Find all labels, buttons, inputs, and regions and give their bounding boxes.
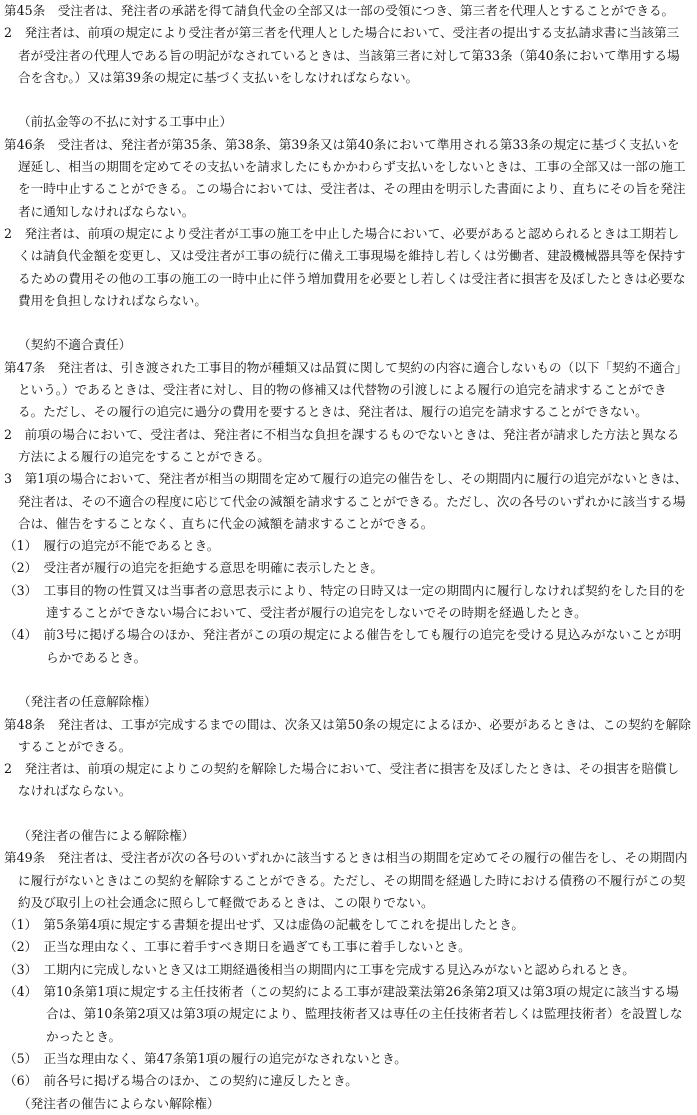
spacer [4, 669, 691, 691]
article-49-item-1: （1） 第5条第4項に規定する書類を提出せず、又は虚偽の記載をしてこれを提出したとき。 [4, 917, 524, 933]
article-47-item-4: （4） 前3号に掲げる場合のほか、発注者がこの項の規定による催告をしても履行の追完を受ける見込みがないことが明らかであるとき。 [4, 627, 682, 665]
article-48: 第48条 発注者は、工事が完成するまでの間は、次条又は第50条の規定によるほか、必要があるときは、この契約を解除することができる。 [4, 716, 691, 754]
heading-article-48: （発注者の任意解除権） [18, 694, 157, 710]
article-45: 第45条 受注者は、発注者の承諾を得て請負代金の全部又は一部の受領につき、第三者を代理人とすることができる。 [4, 3, 675, 18]
article-48-clause-2: 2 発注者は、前項の規定によりこの契約を解除した場合において、受注者に損害を及ぼしたときは、その損害を賠償しなければならない。 [4, 761, 680, 799]
article-49-item-2: （2） 正当な理由なく、工事に着手すべき期日を過ぎても工事に着手しないとき。 [4, 939, 471, 955]
article-46: 第46条 受注者は、発注者が第35条、第38条、第39条又は第40条において準用される第33条の規定に基づく支払いを遅延し、相当の期間を定めてその支払いを請求したにもかかわらず支払いをしないときは、工事の全部又は一部の施工を一時中止することができる。この場合においては、受注者は、その理由を明示した書面により、直ちにその旨を発注者に通知しなければならない。 [4, 136, 686, 219]
article-49-item-4: （4） 第10条第1項に規定する主任技術者（この契約による工事が建設業法第26条第2項又は第3項の規定に該当する場合は、第10条第2項又は第3項の規定により、監理技術者又は専任の主任技術者若しくは監理技術者）を設置しなかったとき。 [4, 984, 683, 1044]
article-47-item-3: （3） 工事目的物の性質又は当事者の意思表示により、特定の日時又は一定の期間内に履行しなければ契約をした目的を達することができない場合において、受注者が履行の追完をしないでその時期を経過したとき。 [4, 582, 686, 621]
heading-article-46: （前払金等の不払に対する工事中止） [18, 114, 233, 130]
article-45-clause-2: 2 発注者は、前項の規定により受注者が第三者を代理人とした場合において、受注者の提出する支払請求書に当該第三者が受注者の代理人である旨の明記がなされているときは、当該第三者に対して第33条（第40条において準用する場合を含む。）又は第39条の規定に基づく支払いをしなければならない。 [4, 25, 680, 85]
article-49-item-6: （6） 前各号に掲げる場合のほか、この契約に違反したとき。 [4, 1073, 358, 1089]
article-47: 第47条 発注者は、引き渡された工事目的物が種類又は品質に関して契約の内容に適合しないもの（以下「契約不適合」という。）であるときは、受注者に対し、目的物の修補又は代替物の引渡しによる履行の追完を請求することができる。ただし、その履行の追完に過分の費用を要するときは、発注者は、履行の追完を請求することができない。 [4, 359, 688, 420]
spacer [4, 312, 691, 334]
article-46-clause-2: 2 発注者は、前項の規定により受注者が工事の施工を中止した場合において、必要があると認められるときは工期若しくは請負代金額を変更し、又は受注者が工事の続行に備え工事現場を維持し若しくは労働者、建設機械器具等を保持するための費用その他の工事の施工の一時中止に伴う増加費用を必要とし若しくは受注者に損害を及ぼしたときは必要な費用を負担しなければならない。 [4, 225, 686, 308]
article-49-item-5: （5） 正当な理由なく、第47条第1項の履行の追完がなされないとき。 [4, 1050, 407, 1066]
article-49: 第49条 発注者は、受注者が次の各号のいずれかに該当するときは相当の期間を定めてその履行の催告をし、その期間内に履行がないときはこの契約を解除することができる。ただし、その期間を経過した時における債務の不履行がこの契約及び取引上の社会通念に照らして軽微であるときは、この限りでない。 [4, 850, 688, 910]
article-47-clause-2: 2 前項の場合において、受注者は、発注者に不相当な負担を課するものでないときは、発注者が請求した方法と異なる方法による履行の追完をすることができる。 [4, 426, 680, 464]
spacer [4, 803, 691, 825]
article-49-item-3: （3） 工期内に完成しないとき又は工期経過後相当の期間内に工事を完成する見込みがないと認められるとき。 [4, 961, 635, 977]
heading-article-49: （発注者の催告による解除権） [18, 827, 195, 843]
heading-article-50: （発注者の催告によらない解除権） [18, 1095, 220, 1111]
spacer [4, 89, 691, 111]
article-47-item-2: （2） 受注者が履行の追完を拒絶する意思を明確に表示したとき。 [4, 560, 384, 576]
article-47-clause-3: 3 第1項の場合において、発注者が相当の期間を定めて履行の追完の催告をし、その期間内に履行の追完がないときは、発注者は、その不適合の程度に応じて代金の減額を請求することができる。ただし、次の各号のいずれかに該当する場合は、催告をすることなく、直ちに代金の減額を請求することができる。 [4, 471, 688, 531]
article-47-item-1: （1） 履行の追完が不能であるとき。 [4, 538, 220, 554]
heading-article-47: （契約不適合責任） [18, 337, 132, 353]
